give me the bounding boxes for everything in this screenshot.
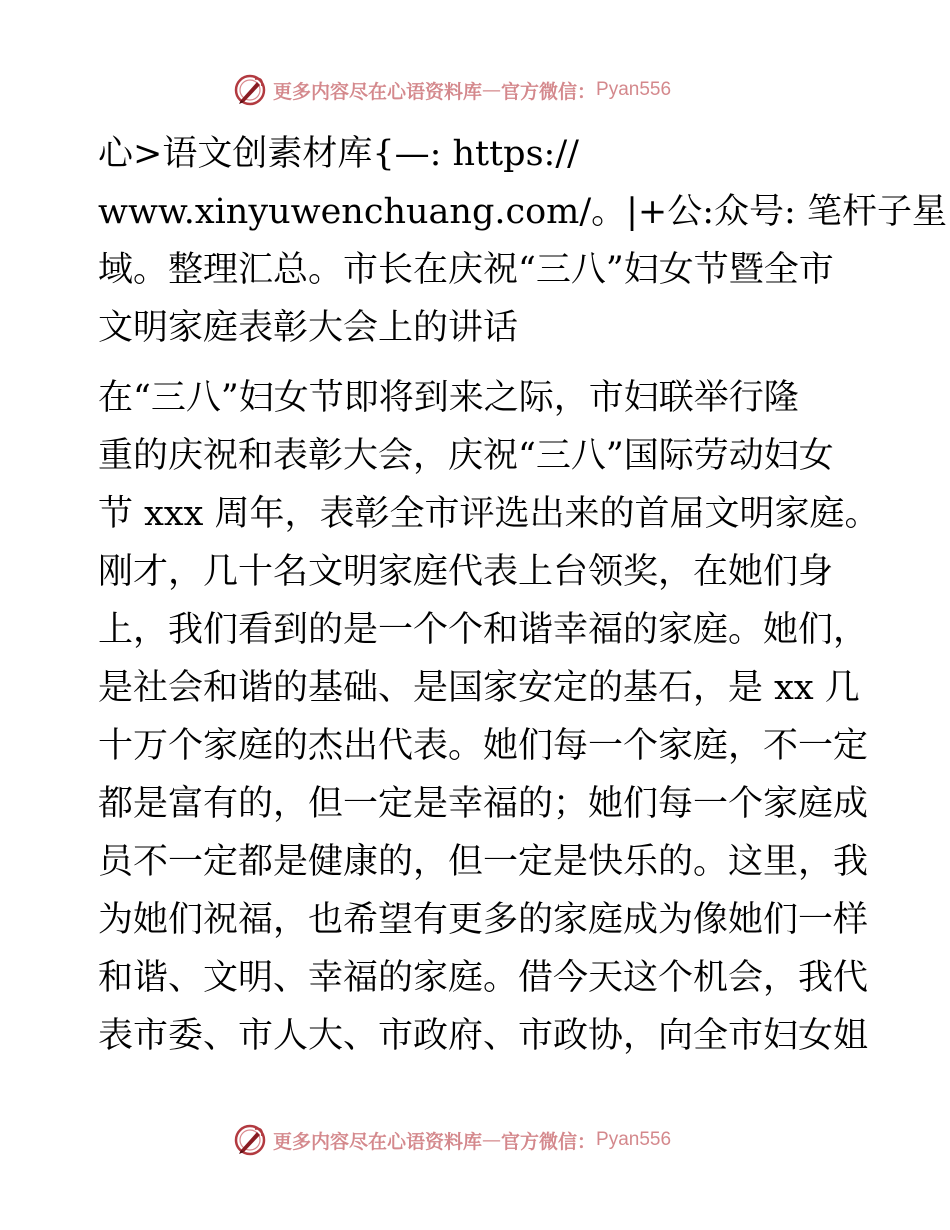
banner-separator: — bbox=[482, 79, 502, 101]
title-line: 域。整理汇总。市长在庆祝“三八”妇女节暨全市 bbox=[98, 250, 834, 290]
banner-site-text: 更多内容尽在心语资料库 bbox=[273, 1130, 483, 1153]
banner-separator: — bbox=[482, 1129, 502, 1151]
banner-wechat-id: Pyan556 bbox=[596, 79, 672, 100]
paragraph-line: 节 xxx 周年，表彰全市评选出来的首届文明家庭。 bbox=[98, 494, 880, 534]
paragraph-line: 是社会和谐的基础、是国家安定的基石，是 xx 几 bbox=[98, 668, 860, 708]
paragraph-line: 十万个家庭的杰出代表。她们每一个家庭，不一定 bbox=[98, 726, 869, 766]
document-title bbox=[98, 125, 947, 357]
document-body bbox=[98, 125, 947, 1065]
title-line: 心>语文创素材库{—: https:// bbox=[98, 134, 579, 174]
banner-wechat-label: 官方微信： bbox=[501, 1130, 597, 1153]
banner-wechat-label: 官方微信： bbox=[501, 80, 597, 103]
banner-wechat-id: Pyan556 bbox=[596, 1129, 672, 1150]
title-line: 文明家庭表彰大会上的讲话 bbox=[98, 308, 519, 348]
document-paragraph bbox=[98, 369, 880, 1065]
paragraph-line: 上，我们看到的是一个个和谐幸福的家庭。她们， bbox=[98, 610, 869, 650]
banner-site-text: 更多内容尽在心语资料库 bbox=[273, 80, 483, 103]
paragraph-line: 员不一定都是健康的，但一定是快乐的。这里，我 bbox=[98, 842, 869, 882]
pen-logo-icon bbox=[233, 1123, 267, 1157]
footer-banner bbox=[233, 1122, 671, 1158]
paragraph-line: 表市委、市人大、市政府、市政协，向全市妇女姐 bbox=[98, 1016, 869, 1056]
title-line: www.xinyuwenchuang.com/。|+公:众号: 笔杆子星 bbox=[98, 192, 947, 232]
header-banner bbox=[233, 72, 671, 108]
pen-logo-icon bbox=[233, 73, 267, 107]
paragraph-line: 都是富有的，但一定是幸福的；她们每一个家庭成 bbox=[98, 784, 869, 824]
paragraph-line: 重的庆祝和表彰大会，庆祝“三八”国际劳动妇女 bbox=[98, 436, 834, 476]
paragraph-line: 为她们祝福，也希望有更多的家庭成为像她们一样 bbox=[98, 900, 869, 940]
paragraph-gap bbox=[98, 357, 858, 369]
paragraph-line: 和谐、文明、幸福的家庭。借今天这个机会，我代 bbox=[98, 958, 869, 998]
paragraph-line: 刚才，几十名文明家庭代表上台领奖，在她们身 bbox=[98, 552, 834, 592]
paragraph-line: 在“三八”妇女节即将到来之际，市妇联举行隆 bbox=[98, 378, 799, 418]
